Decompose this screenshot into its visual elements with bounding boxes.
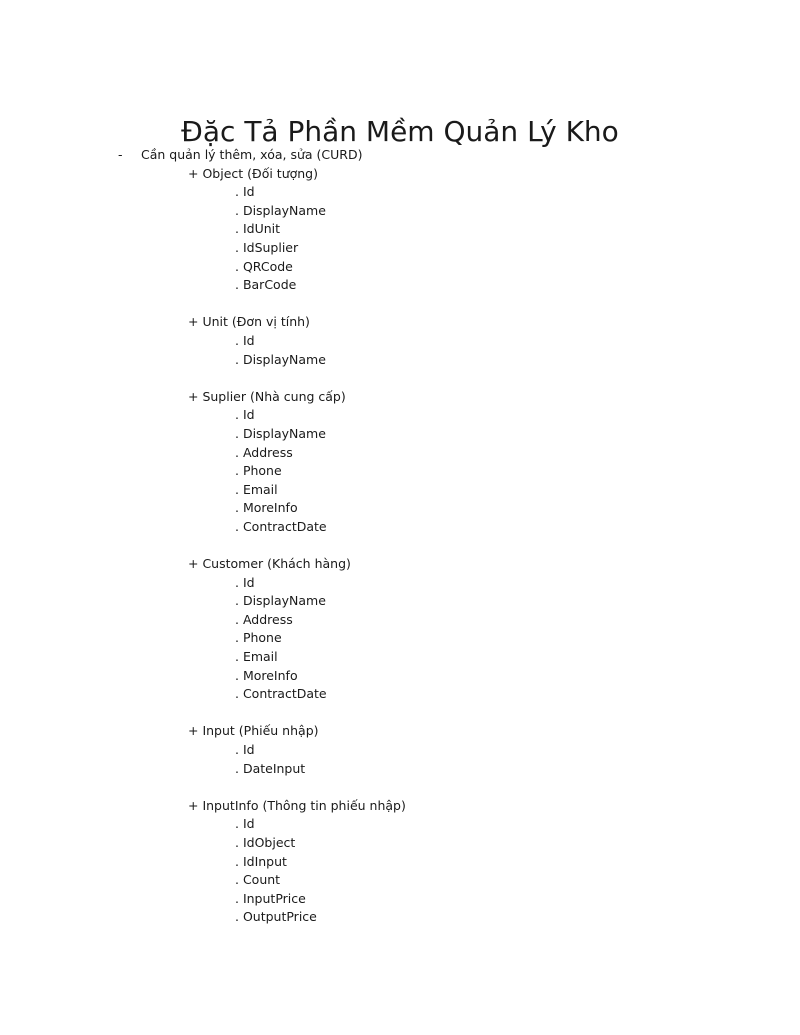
field-item: . DisplayName [235, 593, 326, 609]
field-item: . Phone [235, 463, 282, 479]
field-item: . DisplayName [235, 351, 326, 367]
field-item: . Id [235, 407, 255, 423]
field-item: . MoreInfo [235, 667, 298, 683]
field-list [188, 406, 406, 536]
field-item: . IdObject [235, 834, 296, 850]
entity-heading: + Customer (Khách hàng) [188, 556, 351, 572]
entity-section [188, 165, 406, 295]
field-item: . Id [235, 574, 255, 590]
field-item: . InputPrice [235, 890, 306, 906]
field-item: . IdInput [235, 853, 287, 869]
entity-heading: + Suplier (Nhà cung cấp) [188, 388, 346, 404]
field-item: . IdSuplier [235, 239, 299, 255]
entity-heading: + InputInfo (Thông tin phiếu nhập) [188, 797, 406, 813]
list-bullet: - [118, 147, 123, 162]
field-list [188, 332, 406, 369]
field-item: . Phone [235, 630, 282, 646]
entity-section [188, 722, 406, 778]
field-item: . ContractDate [235, 686, 327, 702]
entity-heading: + Unit (Đơn vị tính) [188, 314, 310, 330]
field-item: . Address [235, 611, 293, 627]
entity-heading: + Input (Phiếu nhập) [188, 723, 319, 739]
field-item: . Id [235, 184, 255, 200]
field-item: . Address [235, 444, 293, 460]
field-item: . ContractDate [235, 518, 327, 534]
entity-section [188, 388, 406, 537]
field-item: . MoreInfo [235, 500, 298, 516]
entity-section [188, 797, 406, 927]
entity-section [188, 313, 406, 369]
field-item: . DisplayName [235, 202, 326, 218]
field-item: . Id [235, 816, 255, 832]
field-item: . OutputPrice [235, 909, 317, 925]
field-item: . Email [235, 481, 278, 497]
field-list [188, 741, 406, 778]
field-item: . QRCode [235, 258, 293, 274]
field-item: . Id [235, 332, 255, 348]
field-item: . DisplayName [235, 425, 326, 441]
field-item: . Count [235, 872, 281, 888]
requirement-text: Cần quản lý thêm, xóa, sửa (CURD) [141, 147, 363, 162]
field-item: . Email [235, 649, 278, 665]
entity-list [188, 165, 406, 946]
field-list [188, 815, 406, 927]
field-item: . DateInput [235, 760, 306, 776]
document-title: Đặc Tả Phần Mềm Quản Lý Kho [181, 114, 619, 148]
field-list [188, 183, 406, 295]
field-item: . Id [235, 742, 255, 757]
field-item: . BarCode [235, 277, 297, 293]
field-list [188, 574, 406, 704]
entity-heading: + Object (Đối tượng) [188, 165, 318, 181]
field-item: . IdUnit [235, 221, 281, 237]
entity-section [188, 555, 406, 704]
